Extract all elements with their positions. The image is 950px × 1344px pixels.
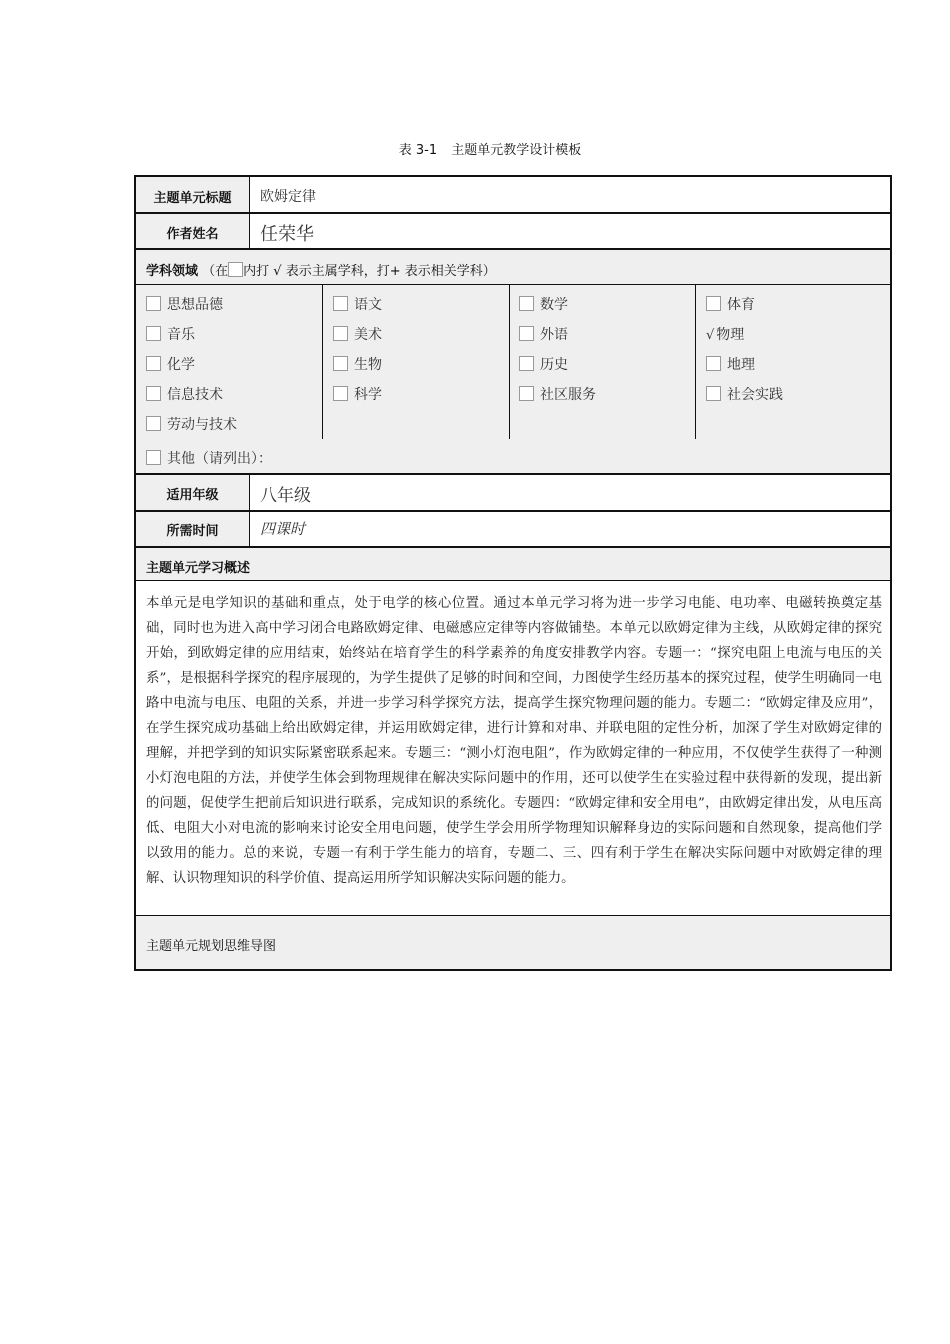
checkbox-icon <box>519 386 534 401</box>
subject-option-label: 科学 <box>354 387 382 403</box>
subject-option[interactable] <box>146 294 223 314</box>
checkbox-icon <box>706 356 721 371</box>
checkbox-example-icon <box>228 262 243 277</box>
subject-option-label: 音乐 <box>167 327 195 343</box>
checkbox-icon <box>146 416 161 431</box>
checkbox-icon <box>146 386 161 401</box>
checkbox-icon <box>333 326 348 341</box>
checkbox-icon <box>333 386 348 401</box>
overview-header <box>136 548 890 581</box>
time-label: 所需时间 <box>166 524 219 539</box>
subject-option[interactable] <box>333 324 382 344</box>
checkbox-icon <box>146 296 161 311</box>
subject-option-label: 体育 <box>727 297 755 313</box>
checkbox-icon <box>146 450 161 465</box>
subject-option[interactable] <box>706 384 783 404</box>
subject-area-label: 学科领域 <box>146 264 199 279</box>
subject-grid <box>136 285 890 473</box>
time-value: 四课时 <box>260 520 306 538</box>
subject-option[interactable] <box>519 384 596 404</box>
unit-title-value: 欧姆定律 <box>260 189 316 205</box>
author-value: 任荣华 <box>260 224 314 245</box>
subject-option-label: 劳动与技术 <box>167 417 237 433</box>
subject-option[interactable] <box>519 354 568 374</box>
overview-label: 主题单元学习概述 <box>146 561 251 576</box>
subject-option-label: 地理 <box>727 357 755 373</box>
subject-option[interactable] <box>333 384 382 404</box>
subject-option-label: 语文 <box>354 297 382 313</box>
checkbox-icon <box>706 296 721 311</box>
subject-option-label: 数学 <box>540 297 568 313</box>
mindmap-label: 主题单元规划思维导图 <box>146 939 277 954</box>
subject-option[interactable] <box>519 324 568 344</box>
checkbox-icon <box>146 326 161 341</box>
overview-text: 本单元是电学知识的基础和重点，处于电学的核心位置。通过本单元学习将为进一步学习电能、电功率、电磁转换奠定基础，同时也为进入高中学习闭合电路欧姆定律、电磁感应定律等内容做铺垫。本单元以欧姆定律为主线，从欧姆定律的探究开始，到欧姆定律的应用结束，始终站在培育学生的科学素养的角度安排教学内容。专题一：“探究电阻上电流与电压的关系”，是根据科学探究的程序展现的，为学生提供了足够的时间和空间，力图使学生经历基本的探究过程，使学生明确同一电路中电流与电压、电阻的关系，并进一步学习科学探究方法，提高学生探究物理问题的能力。专题二：“欧姆定律及应用”，在学生探究成功基础上给出欧姆定律，并运用欧姆定律，进行计算和对串、并联电阻的定性分析，加深了学生对欧姆定律的理解，并把学到的知识实际紧密联系起来。专题三：“测小灯泡电阻”，作为欧姆定律的一种应用，不仅使学生获得了一种测小灯泡电阻的方法，并使学生体会到物理规律在解决实际问题中的作用，还可以使学生在实验过程中获得新的发现，提出新的问题，促使学生把前后知识进行联系，完成知识的系统化。专题四：“欧姆定律和安全用电”，由欧姆定律出发，从电压高低、电阻大小对电流的影响来讨论安全用电问题，使学生学会用所学物理知识解释身边的实际问题和自然现象，提高他们学以致用的能力。总的来说，专题一有利于学生能力的培育，专题二、三、四有利于学生在解决实际问题中对欧姆定律的理解、认识物理知识的科学价值、提高运用所学知识解决实际问题的能力。 <box>146 596 882 886</box>
subject-option-label: 历史 <box>540 357 568 373</box>
subject-option-label: 化学 <box>167 357 195 373</box>
subject-other-label: 其他（请列出）： <box>167 451 272 467</box>
subject-option[interactable] <box>146 354 195 374</box>
checkbox-icon <box>519 326 534 341</box>
subject-option-label: 美术 <box>354 327 382 343</box>
table-title: 主题单元教学设计模板 <box>451 143 582 158</box>
checkbox-icon <box>519 356 534 371</box>
subject-option[interactable] <box>333 294 382 314</box>
subject-option[interactable] <box>146 384 223 404</box>
subject-option-label: 物理 <box>716 327 745 343</box>
grade-label: 适用年级 <box>166 488 219 503</box>
checkbox-icon <box>519 296 534 311</box>
checkbox-icon <box>706 386 721 401</box>
subject-area-hint-pre: （在 <box>202 264 229 279</box>
subject-option-label: 信息技术 <box>167 387 223 403</box>
unit-title-label: 主题单元标题 <box>153 191 232 206</box>
checkbox-icon <box>333 296 348 311</box>
subject-option-label: 思想品德 <box>167 297 223 313</box>
checkbox-icon <box>333 356 348 371</box>
subject-other[interactable] <box>146 448 272 468</box>
grade-value: 八年级 <box>260 486 311 506</box>
subject-option[interactable] <box>706 354 755 374</box>
table-number: 表 3-1 <box>398 143 438 158</box>
subject-option-label: 社会实践 <box>727 387 783 403</box>
subject-option[interactable] <box>333 354 382 374</box>
lesson-plan-table <box>134 175 892 971</box>
subject-option[interactable] <box>146 414 237 434</box>
subject-option-label: 社区服务 <box>540 387 596 403</box>
subject-option[interactable] <box>706 294 755 314</box>
subject-option[interactable] <box>146 324 195 344</box>
author-label: 作者姓名 <box>166 227 219 242</box>
subject-area-hint-post: 内打 √ 表示主属学科，打+ 表示相关学科） <box>243 264 496 279</box>
checkbox-icon <box>146 356 161 371</box>
subject-option[interactable] <box>706 324 744 344</box>
table-caption <box>0 139 950 158</box>
subject-area-header <box>136 250 890 285</box>
mindmap-row <box>136 916 890 969</box>
subject-option[interactable] <box>519 294 568 314</box>
subject-option-label: 生物 <box>354 357 382 373</box>
check-mark-icon: √ <box>706 328 715 343</box>
subject-option-label: 外语 <box>540 327 568 343</box>
